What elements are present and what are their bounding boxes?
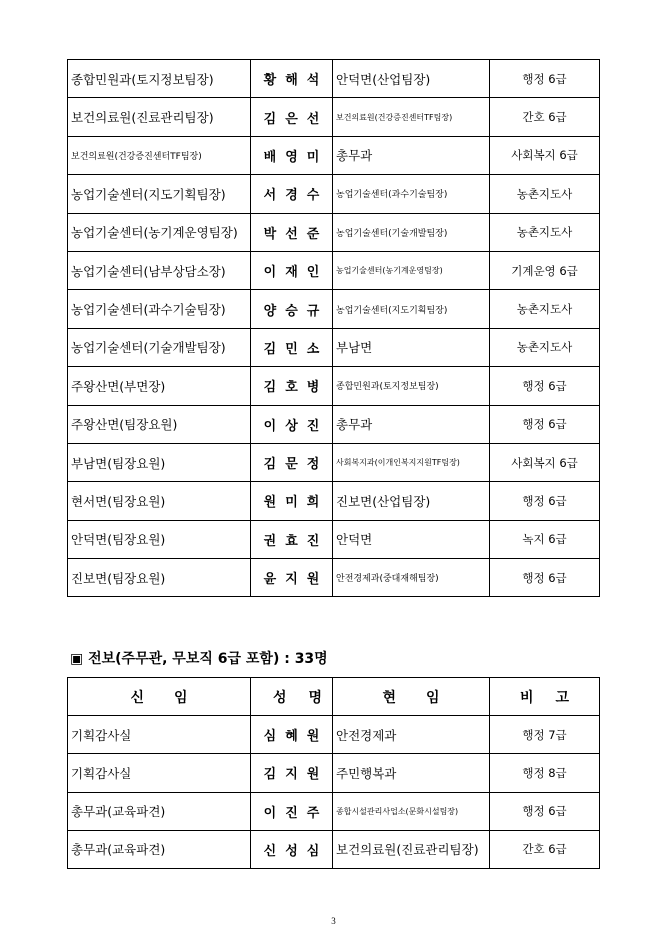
note-cell: 녹지 6급 [490,520,600,558]
current-post-cell: 사회복지과(이개인복지지원TF팀장) [333,443,490,481]
table-row [68,830,600,868]
current-post-cell: 농업기술센터(기술개발팀장) [333,213,490,251]
note-cell: 농촌지도사 [490,213,600,251]
name-cell: 서경수 [251,175,333,213]
current-post-cell: 농업기술센터(과수기술팀장) [333,175,490,213]
header-name: 성명 [251,678,333,716]
name-cell: 김문정 [251,443,333,481]
name-cell: 황해석 [251,60,333,98]
table-row [68,290,600,328]
table-row [68,792,600,830]
current-post-cell: 총무과 [333,136,490,174]
note-cell: 행정 6급 [490,367,600,405]
new-post-cell: 농업기술센터(농기계운영팀장) [68,213,251,251]
table-row [68,482,600,520]
new-post-cell: 총무과(교육파견) [68,792,251,830]
page-number: 3 [331,916,336,926]
new-post-cell: 보건의료원(진료관리팀장) [68,98,251,136]
table-row [68,443,600,481]
new-post-cell: 농업기술센터(지도기획팀장) [68,175,251,213]
section-heading: ▣ 전보(주무관, 무보직 6급 포함) : 33명 [70,651,328,667]
name-cell: 김민소 [251,328,333,366]
name-cell: 신성심 [251,830,333,868]
new-post-cell: 농업기술센터(과수기술팀장) [68,290,251,328]
current-post-cell: 종합민원과(토지정보팀장) [333,367,490,405]
note-cell: 행정 6급 [490,482,600,520]
table-row [68,405,600,443]
note-cell: 농촌지도사 [490,328,600,366]
new-post-cell: 기획감사실 [68,716,251,754]
table-row [68,716,600,754]
name-cell: 이상진 [251,405,333,443]
new-post-cell: 부남면(팀장요원) [68,443,251,481]
table-row [68,559,600,597]
name-cell: 김은선 [251,98,333,136]
table-row [68,136,600,174]
current-post-cell: 총무과 [333,405,490,443]
name-cell: 김호병 [251,367,333,405]
name-cell: 박선준 [251,213,333,251]
personnel-table-2 [67,677,600,869]
new-post-cell: 총무과(교육파견) [68,830,251,868]
current-post-cell: 안덕면(산업팀장) [333,60,490,98]
header-current-post: 현임 [333,678,490,716]
header-note: 비고 [490,678,600,716]
header-new-post: 신임 [68,678,251,716]
current-post-cell: 안전경제과(중대재해팀장) [333,559,490,597]
new-post-cell: 보건의료원(건강증진센터TF팀장) [68,136,251,174]
name-cell: 이진주 [251,792,333,830]
note-cell: 행정 6급 [490,60,600,98]
note-cell: 기계운영 6급 [490,251,600,289]
table-row [68,328,600,366]
table-header-row [68,678,600,716]
note-cell: 행정 6급 [490,405,600,443]
note-cell: 농촌지도사 [490,290,600,328]
name-cell: 양승규 [251,290,333,328]
table-row [68,60,600,98]
note-cell: 행정 6급 [490,559,600,597]
table-row [68,213,600,251]
name-cell: 윤지원 [251,559,333,597]
note-cell: 행정 6급 [490,792,600,830]
name-cell: 배영미 [251,136,333,174]
table-row [68,367,600,405]
name-cell: 김지원 [251,754,333,792]
new-post-cell: 종합민원과(토지정보팀장) [68,60,251,98]
note-cell: 행정 8급 [490,754,600,792]
note-cell: 사회복지 6급 [490,136,600,174]
current-post-cell: 안전경제과 [333,716,490,754]
note-cell: 사회복지 6급 [490,443,600,481]
table-row [68,754,600,792]
current-post-cell: 부남면 [333,328,490,366]
table-row [68,98,600,136]
current-post-cell: 안덕면 [333,520,490,558]
note-cell: 농촌지도사 [490,175,600,213]
current-post-cell: 진보면(산업팀장) [333,482,490,520]
new-post-cell: 농업기술센터(기술개발팀장) [68,328,251,366]
new-post-cell: 기획감사실 [68,754,251,792]
name-cell: 심혜원 [251,716,333,754]
new-post-cell: 안덕면(팀장요원) [68,520,251,558]
table-row [68,175,600,213]
new-post-cell: 주왕산면(부면장) [68,367,251,405]
current-post-cell: 보건의료원(건강증진센터TF팀장) [333,98,490,136]
note-cell: 간호 6급 [490,98,600,136]
note-cell: 간호 6급 [490,830,600,868]
name-cell: 권효진 [251,520,333,558]
current-post-cell: 주민행복과 [333,754,490,792]
current-post-cell: 농업기술센터(농기계운영팀장) [333,251,490,289]
name-cell: 원미희 [251,482,333,520]
current-post-cell: 농업기술센터(지도기획팀장) [333,290,490,328]
new-post-cell: 농업기술센터(남부상담소장) [68,251,251,289]
new-post-cell: 주왕산면(팀장요원) [68,405,251,443]
new-post-cell: 현서면(팀장요원) [68,482,251,520]
new-post-cell: 진보면(팀장요원) [68,559,251,597]
table-row [68,251,600,289]
personnel-table-1 [67,59,600,597]
current-post-cell: 종합시설관리사업소(문화시설팀장) [333,792,490,830]
note-cell: 행정 7급 [490,716,600,754]
current-post-cell: 보건의료원(진료관리팀장) [333,830,490,868]
name-cell: 이재인 [251,251,333,289]
table-row [68,520,600,558]
